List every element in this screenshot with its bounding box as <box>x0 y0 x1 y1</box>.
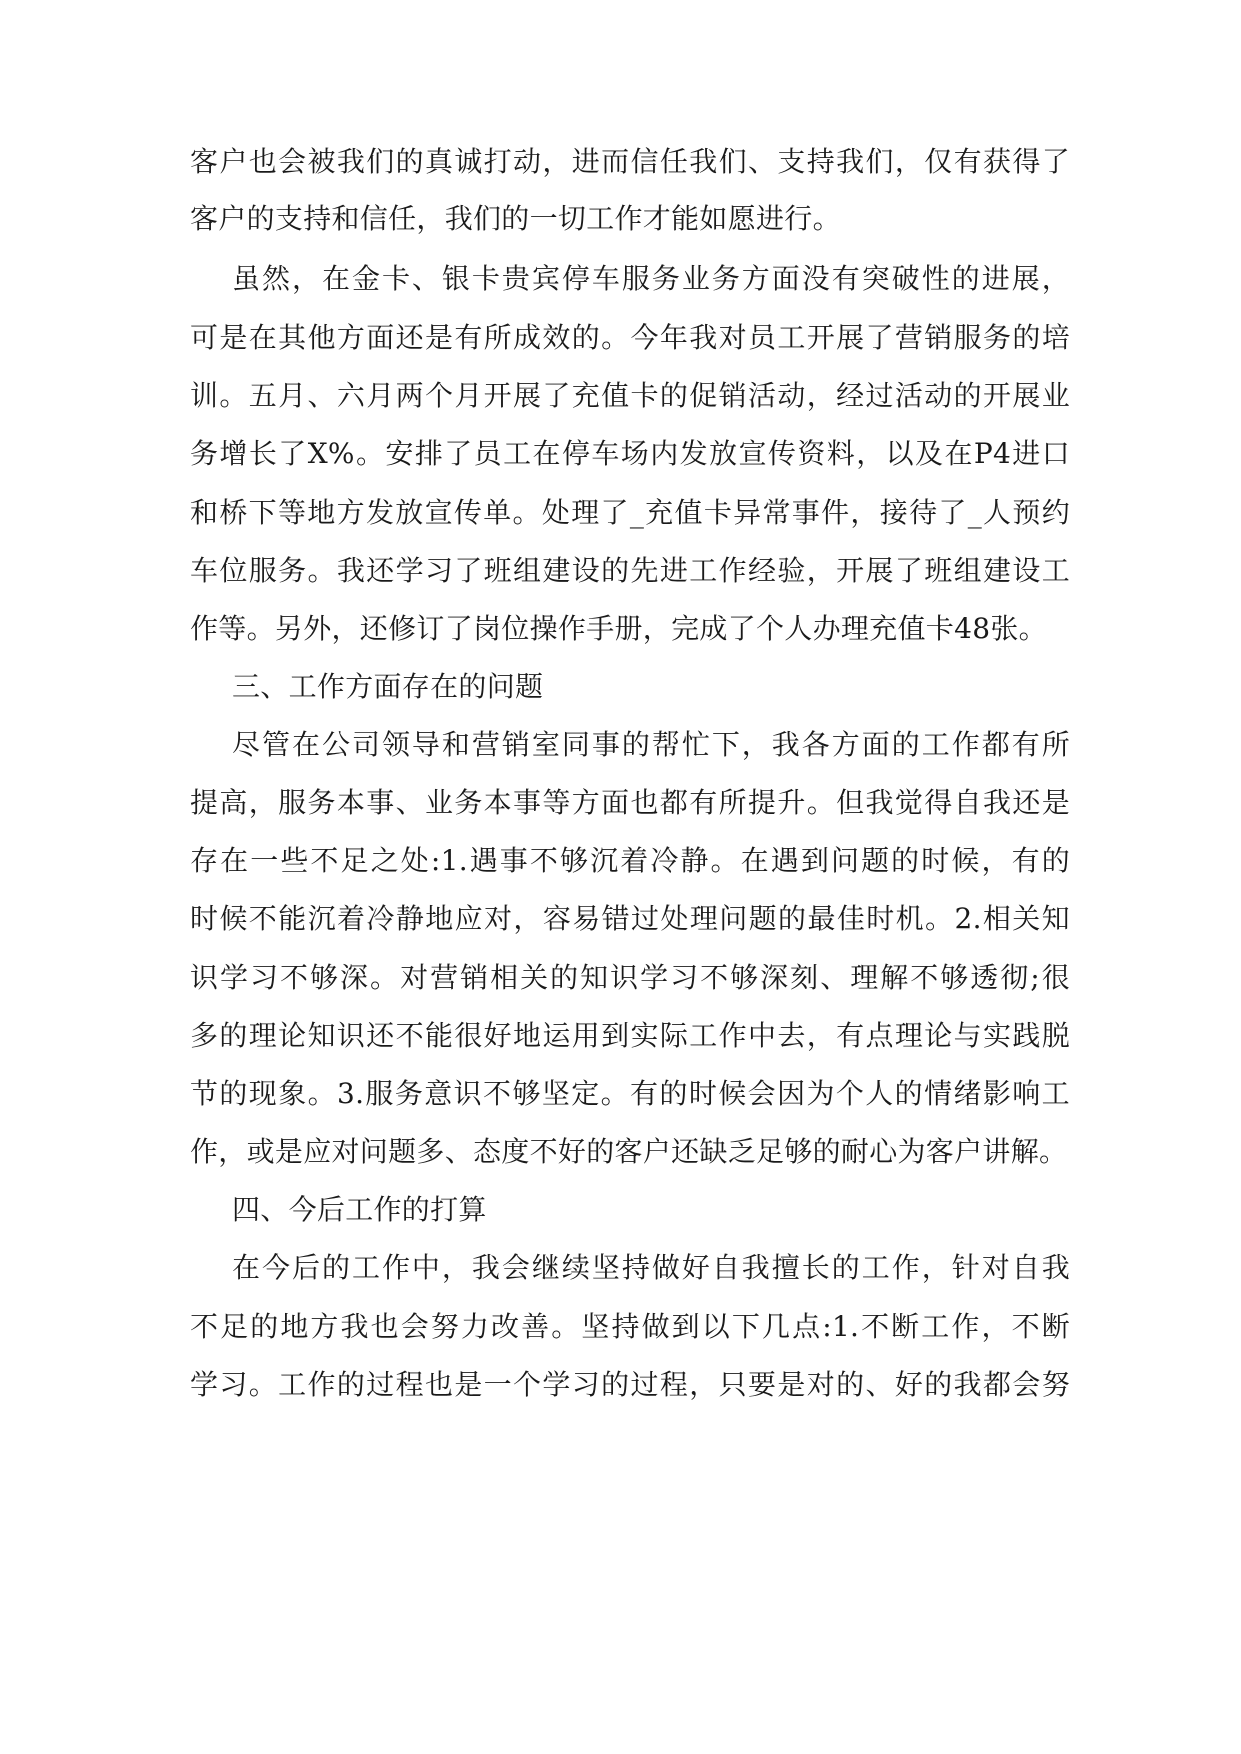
paragraph-line: 学习。工作的过程也是一个学习的过程，只要是对的、好的我都会努 <box>190 1368 1070 1401</box>
paragraph-line: 识学习不够深。对营销相关的知识学习不够深刻、理解不够透彻;很 <box>190 961 1070 994</box>
paragraph-line: 和桥下等地方发放宣传单。处理了_充值卡异常事件，接待了_人预约 <box>190 496 1070 529</box>
paragraph-line: 虽然，在金卡、银卡贵宾停车服务业务方面没有突破性的进展， <box>232 262 1070 295</box>
paragraph-line: 在今后的工作中，我会继续坚持做好自我擅长的工作，针对自我 <box>232 1251 1070 1284</box>
paragraph-line: 务增长了X%。安排了员工在停车场内发放宣传资料，以及在P4进口 <box>190 437 1070 470</box>
paragraph-line: 节的现象。3.服务意识不够坚定。有的时候会因为个人的情绪影响工 <box>190 1077 1070 1110</box>
paragraph-line: 时候不能沉着冷静地应对，容易错过处理问题的最佳时机。2.相关知 <box>190 902 1070 935</box>
section-heading: 四、今后工作的打算 <box>232 1193 487 1226</box>
paragraph-line: 客户的支持和信任，我们的一切工作才能如愿进行。 <box>190 202 841 235</box>
paragraph-line: 客户也会被我们的真诚打动，进而信任我们、支持我们，仅有获得了 <box>190 145 1070 178</box>
paragraph-line: 多的理论知识还不能很好地运用到实际工作中去，有点理论与实践脱 <box>190 1019 1070 1052</box>
paragraph-line: 存在一些不足之处:1.遇事不够沉着冷静。在遇到问题的时候，有的 <box>190 844 1070 877</box>
paragraph-line: 作，或是应对问题多、态度不好的客户还缺乏足够的耐心为客户讲解。 <box>190 1135 1068 1168</box>
paragraph-line: 车位服务。我还学习了班组建设的先进工作经验，开展了班组建设工 <box>190 554 1070 587</box>
paragraph-line: 训。五月、六月两个月开展了充值卡的促销活动，经过活动的开展业 <box>190 379 1070 412</box>
paragraph-line: 可是在其他方面还是有所成效的。今年我对员工开展了营销服务的培 <box>190 321 1070 354</box>
section-heading: 三、工作方面存在的问题 <box>232 670 544 703</box>
paragraph-line: 作等。另外，还修订了岗位操作手册，完成了个人办理充值卡48张。 <box>190 612 1047 645</box>
paragraph-line: 提高，服务本事、业务本事等方面也都有所提升。但我觉得自我还是 <box>190 786 1070 819</box>
paragraph-line: 尽管在公司领导和营销室同事的帮忙下，我各方面的工作都有所 <box>232 728 1070 761</box>
paragraph-line: 不足的地方我也会努力改善。坚持做到以下几点:1.不断工作，不断 <box>190 1310 1070 1343</box>
